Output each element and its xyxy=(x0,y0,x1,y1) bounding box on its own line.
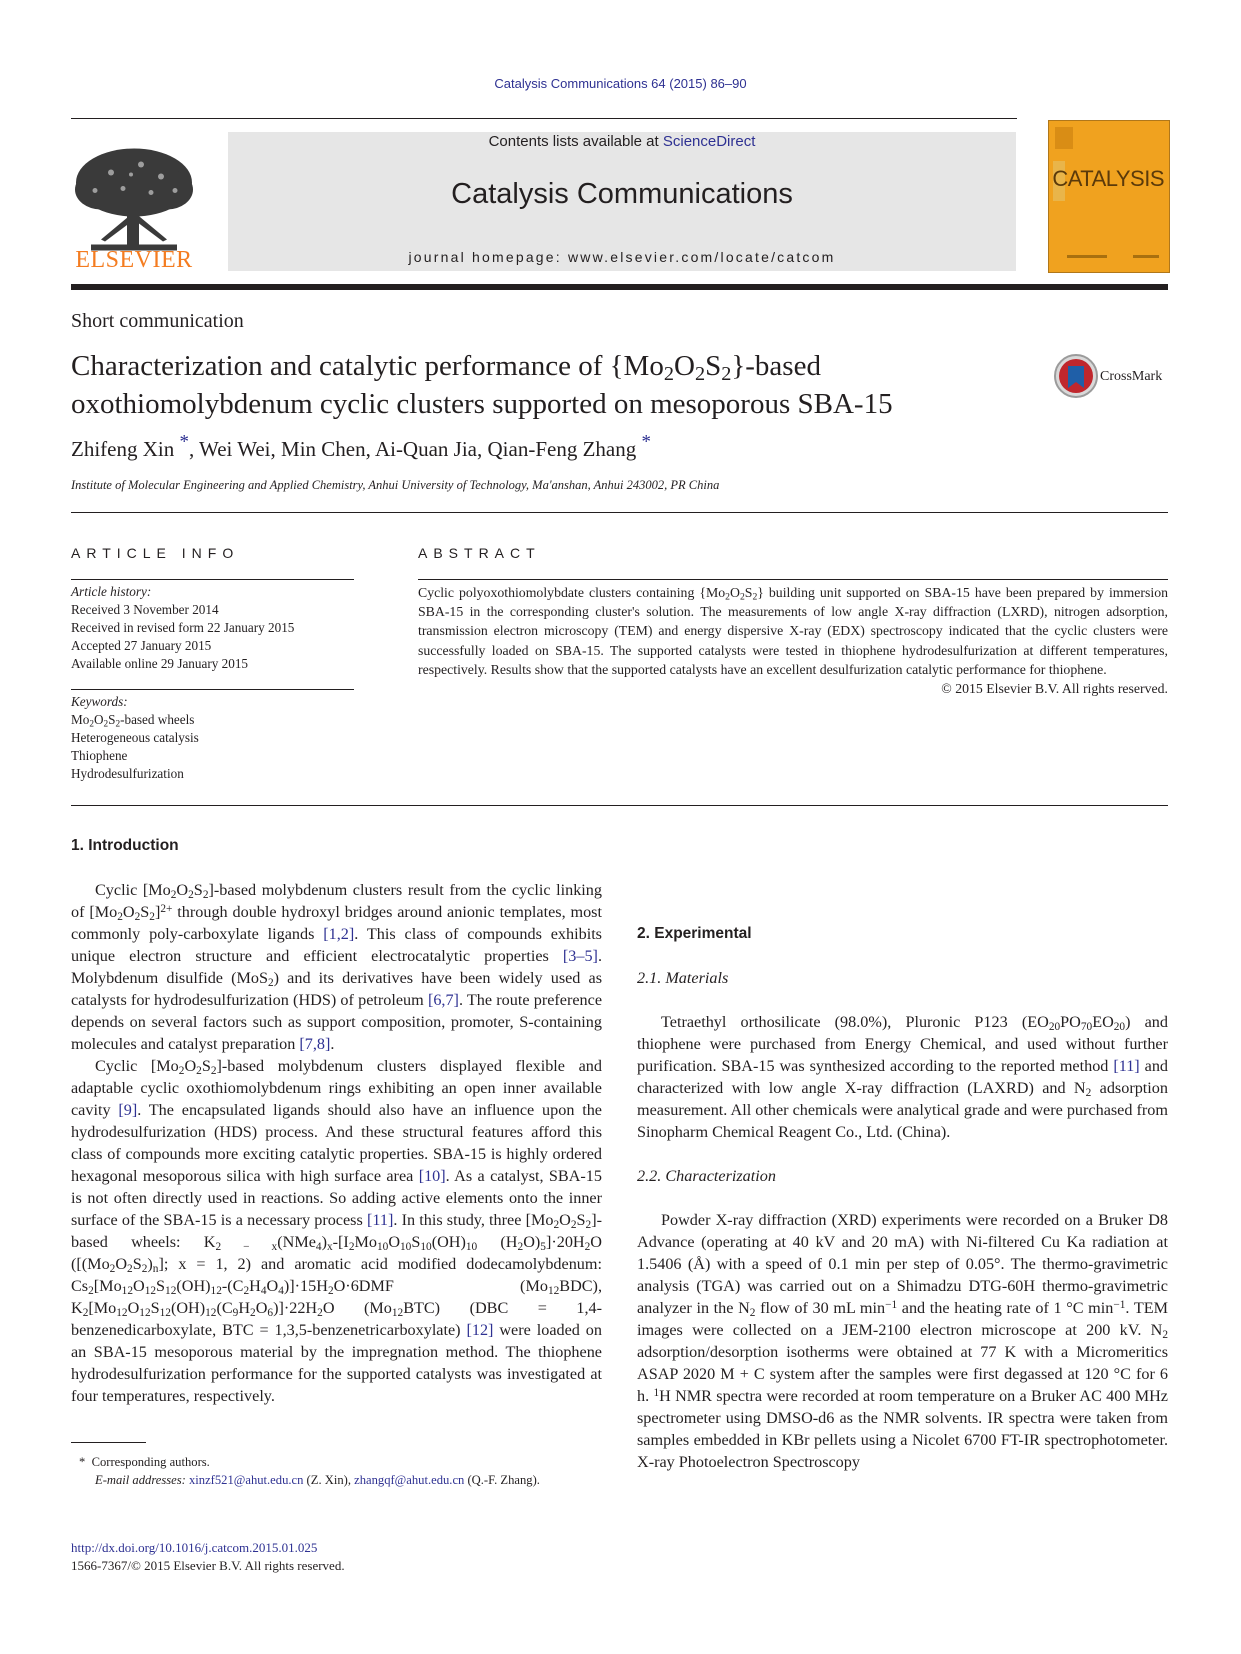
body-column-left xyxy=(71,835,602,1407)
sub-2: 2 xyxy=(694,363,706,386)
keyword-item: Hydrodesulfurization xyxy=(71,766,184,781)
keywords xyxy=(71,693,361,783)
sub: 12 xyxy=(116,1306,128,1319)
homepage-prefix: journal homepage: xyxy=(408,249,568,265)
sub: 10 xyxy=(420,1240,432,1253)
contents-line xyxy=(228,133,1016,150)
article-history xyxy=(71,583,361,673)
crossmark-icon[interactable] xyxy=(1054,354,1098,398)
sub: 2 xyxy=(348,1240,355,1253)
text-run: Powder X-ray diffraction (XRD) experiments were recorded on a Bruker D8 Advance (operating at 40 kV and 20 mA) with Ni-filtered Cu Ka radiation at 1.5406 (Å) with a speed of 0.1 min per step of 0.05°. The thermo-gravimetric analysis (TGA) was carried out on a Shimadzu DTG-60H thermo-gravimetric analyzer in the N xyxy=(637,1211,1168,1317)
history-label: Article history: xyxy=(71,584,152,599)
abstract-text-run: Cyclic polyoxothiomolybdate clusters containing {Mo xyxy=(418,585,726,600)
keyword-item: Heterogeneous catalysis xyxy=(71,730,199,745)
sub: 2 xyxy=(210,1064,217,1077)
text-run: ]-based molybdenum clusters result from the cyclic linking of [Mo xyxy=(71,881,602,921)
characterization-paragraph xyxy=(637,1209,1168,1473)
intro-paragraph-1: Cyclic $[Mo_2O_2S_2]$-based molybdenum clusters result from the cyclic linking of $[Mo_2O_2S_2]^{2+}$ through double hydroxyl bridges around anionic templates, most commonly poly-carboxylate ligands [1,2]. This class of compounds exhibits unique electron structure and efficient electrocatalytic properties [3–5]. Molybdenum disulfide (MoS$_2$) and its derivatives have been widely used as catalysts for hydrodesulfurization (HDS) of petroleum [6,7]. The route preference depends on several factors such as support composition, promoter, S-containing molecules and catalyst preparation [7,8]. xyxy=(71,881,603,1053)
text-run: ]-based wheels: K xyxy=(71,1211,602,1251)
sub: 2 xyxy=(134,910,141,923)
sub: 12 xyxy=(159,1306,171,1319)
text-run: Cyclic [Mo xyxy=(95,1057,179,1075)
spacer xyxy=(637,1143,1168,1165)
sub-2: 2 xyxy=(752,591,758,603)
sub: 2 xyxy=(141,1262,148,1275)
sub: 12 xyxy=(121,1284,133,1297)
sub: 2 xyxy=(1162,1328,1168,1341)
sub: 20 xyxy=(1113,1020,1126,1033)
crossmark-label[interactable]: CrossMark xyxy=(1100,369,1163,384)
citation-link[interactable]: [9] xyxy=(118,1101,138,1119)
sup: 2+ xyxy=(160,902,173,915)
sub: 2 xyxy=(570,1218,577,1231)
abstract-text: Cyclic polyoxothiomolybdate clusters containing $\{Mo_2O_2S_2\}$ building unit supported on SBA-15 have been prepared by immersion SBA-15 in the corresponding cluster's solution. The measurements of low angle X-ray diffraction (LXRD), nitrogen adsorption, transmission electron microscopy (TEM) and energy dispersive X-ray (EDX) spectroscopy indicated that the cyclic clusters were successfully loaded on SBA-15. The supported catalysts were tested in thiophene hydrodesulfurization at different temperatures, respectively. Results show that the supported catalysts have an excellent desulfurization catalytic performance for thiophene. xyxy=(418,585,1168,677)
email-owner: (Q.-F. Zhang). xyxy=(464,1473,540,1487)
sub-2: 2 xyxy=(725,591,730,603)
corresponding-star-link[interactable]: * xyxy=(179,431,189,453)
author-names: , Wei Wei, Min Chen, Ai-Quan Jia, xyxy=(188,437,488,461)
history-item: Accepted 27 January 2015 xyxy=(71,638,212,653)
sup: −1 xyxy=(885,1298,898,1311)
elsevier-wordmark: ELSEVIER xyxy=(75,247,193,273)
corresponding-star-link[interactable]: * xyxy=(641,431,651,453)
text-run: . This class of compounds exhibits unique electron structure and efficient electrocatalytic properties xyxy=(71,925,602,965)
keyword-text: -based wheels xyxy=(120,712,195,727)
sub-2: 2 xyxy=(103,718,109,729)
section-heading-introduction: 1. Introduction xyxy=(71,837,179,854)
journal-cover-image[interactable] xyxy=(1048,120,1170,273)
text-run: BDC), K xyxy=(71,1277,602,1317)
sub: 2 xyxy=(127,1262,133,1275)
sub-2: 2 xyxy=(89,718,94,729)
abstract-text-run: } building unit supported on SBA-15 have been prepared by immersion SBA-15 in the corresponding cluster's solution. The measurements of low angle X-ray diffraction (LXRD), nitrogen adsorption, transmission electron microscopy (TEM) and energy dispersive X-ray (EDX) spectroscopy indicated that the cyclic clusters were successfully loaded on SBA-15. The supported catalysts were tested in thiophene hydrodesulfurization at different temperatures, respectively. Results show that the supported catalysts have an excellent desulfurization catalytic performance for thiophene. xyxy=(418,585,1168,677)
text-run: Tetraethyl orthosilicate (98.0%), Pluronic P123 (EO xyxy=(661,1013,1049,1031)
citation-link[interactable]: [12] xyxy=(466,1321,494,1339)
top-rule xyxy=(71,118,1017,119)
text-run: . The encapsulated ligands should also have an influence upon the hydrodesulfurization (HDS) process. And these structural features afford this class of compounds more exciting catalytic properties. SBA-15 is highly ordered hexagonal mesoporous silica with high surface area xyxy=(71,1101,602,1185)
history-item: Received in revised form 22 January 2015 xyxy=(71,620,295,635)
author-name: Qian-Feng Zhang xyxy=(487,437,637,461)
homepage-url[interactable]: www.elsevier.com/locate/catcom xyxy=(567,249,836,265)
issn-line: 1566-7367/© 2015 Elsevier B.V. All rights reserved. xyxy=(71,1558,345,1573)
email-link-zhang[interactable]: zhangqf@ahut.edu.cn xyxy=(354,1473,465,1487)
sub: 6 xyxy=(267,1306,274,1319)
text-run: ]·20H xyxy=(545,1233,585,1251)
text-run: ]-based molybdenum clusters displayed flexible and adaptable cyclic oxothiomolybdenum rings exhibiting an open inner available cavity xyxy=(71,1057,602,1119)
sub: 4 xyxy=(315,1240,322,1253)
citation-link[interactable]: [6,7] xyxy=(427,991,459,1009)
materials-paragraph: Tetraethyl orthosilicate (98.0%), Pluronic P123 $(EO_{20}PO_{70}EO_{20})$ and thiophene were purchased from Energy Chemical, and used without further purification. SBA-15 was synthesized according to the reported method [11] and characterized with low angle X-ray diffraction (LAXRD) and $N_2$ adsorption measurement. All other chemicals were analytical grade and were purchased from Sinopharm Chemical Reagent Co., Ltd. (China). xyxy=(637,1013,1169,1141)
sub: 2 xyxy=(109,1262,116,1275)
text-run: . As a catalyst, SBA-15 is not often directly used in reactions. So adding active elements onto the inner surface of the SBA-15 is a necessary process xyxy=(71,1167,602,1229)
text-run: ; x = 1, 2) and aromatic acid modified dodecamolybdenum: Cs xyxy=(71,1255,602,1295)
sub: 70 xyxy=(1080,1020,1093,1033)
abstract-body xyxy=(418,583,1168,698)
intro-paragraph-2: Cyclic $[Mo_2O_2S_2]$-based molybdenum clusters displayed flexible and adaptable cyclic oxothiomolybdenum rings exhibiting an open inner available cavity [9]. The encapsulated ligands should also have an influence upon the hydrodesulfurization (HDS) process. And these structural features afford this class of compounds more exciting catalytic properties. SBA-15 is highly ordered hexagonal mesoporous silica with high surface area [10]. As a catalyst, SBA-15 is not often directly used in reactions. So adding active elements onto the inner surface of the SBA-15 is a necessary process [11]. In this study, three $[Mo_2O_2S_2]$-based wheels: $K_{2 - x}(NMe_4)_x-[I_2Mo_{10}O_{10}S_{10}(OH)_{10}$ $(H_2O)_5]\cdot 20H_2O$ ($[(Mo_2O_2S_2)_n]$; x = 1, 2) and aromatic acid modified dodecamolybdenum: $Cs_2[Mo_{12}O_{12}S_{12}(OH)_{12}-(C_2H_4O_4)]\cdot 15H_2O\cdot 6DMF$ $(Mo_{12}BDC)$, $K_2[Mo_{12}O_{12}S_{12}(OH)_{12}(C_9H_2O_6)]\cdot 22H_2O$ $(Mo_{12}BTC) (DBC$ = 1,4-benzenedicarboxylate, BTC = 1,3,5-benzenetricarboxylate) [12] were loaded on an SBA-15 mesoporous material by the impregnation method. The thiophene hydrodesulfurization performance for the supported catalysts was investigated at four temperatures, respectively. xyxy=(71,1057,602,1405)
text-run: . TEM images were collected on a JEM-2100 electron microscope at 200 kV. N xyxy=(637,1299,1168,1339)
sub: 2 xyxy=(188,888,194,901)
sub: 2 xyxy=(553,1218,560,1231)
citation-link[interactable]: [10] xyxy=(418,1167,446,1185)
text-run: -(C xyxy=(221,1277,244,1295)
footnote-rule xyxy=(71,1442,146,1443)
sub-2: 2 xyxy=(739,591,745,603)
keywords-label: Keywords: xyxy=(71,694,128,709)
sub: 20 xyxy=(1048,1020,1061,1033)
sub: 5 xyxy=(540,1240,546,1253)
spacer xyxy=(637,1187,1168,1209)
text-run: . Molybdenum disulfide (MoS xyxy=(71,947,602,987)
sub: 2 xyxy=(196,1064,202,1077)
history-item: Received 3 November 2014 xyxy=(71,602,219,617)
sub: 2 xyxy=(178,1064,185,1077)
journal-homepage xyxy=(228,249,1016,265)
spacer xyxy=(637,835,1168,923)
text-run: and characterized with low angle X-ray diffraction (LAXRD) and N xyxy=(637,1057,1169,1097)
text-run: were loaded on an SBA-15 mesoporous material by the impregnation method. The thiophene hydrodesulfurization performance for the supported catalysts was investigated at four temperatures, respectively. xyxy=(71,1321,602,1405)
text-run: (H xyxy=(500,1233,518,1251)
subsection-heading-materials: 2.1. Materials xyxy=(637,969,729,987)
author-name: Zhifeng Xin xyxy=(71,437,175,461)
text-run: Cyclic [Mo xyxy=(95,881,171,899)
sub: 10 xyxy=(400,1240,412,1253)
divider xyxy=(71,579,354,580)
text-run: adsorption measurement. All other chemicals were analytical grade and were purchased from Sinopharm Chemical Reagent Co., Ltd. (China). xyxy=(637,1079,1168,1141)
section-heading-experimental: 2. Experimental xyxy=(637,925,752,942)
title-text: Characterization and catalytic performance of {Mo xyxy=(71,350,664,382)
sub-2: 2 xyxy=(115,718,121,729)
divider xyxy=(71,689,354,690)
sub: 12 xyxy=(547,1284,560,1297)
citation-link[interactable]: [7,8] xyxy=(299,1035,331,1053)
sub: 2 xyxy=(585,1218,592,1231)
history-item: Available online 29 January 2015 xyxy=(71,656,249,671)
text-run: (OH) xyxy=(431,1233,466,1251)
doi-link[interactable]: http://dx.doi.org/10.1016/j.catcom.2015.01.025 xyxy=(71,1540,318,1555)
keyword-item: Thiophene xyxy=(71,748,128,763)
abstract-copyright: © 2015 Elsevier B.V. All rights reserved. xyxy=(941,681,1168,697)
sub: 2 xyxy=(82,1306,89,1319)
doi-block xyxy=(71,1539,345,1575)
sup: −1 xyxy=(1113,1298,1126,1311)
spacer xyxy=(637,945,1168,967)
keyword-item: $Mo_2O_2S_2$-based wheels xyxy=(71,712,195,729)
journal-title: Catalysis Communications xyxy=(451,178,793,210)
text-run: (OH) xyxy=(176,1277,211,1295)
text-run: )]·15H xyxy=(283,1277,328,1295)
sub: 2 xyxy=(117,910,123,923)
sub: n xyxy=(152,1262,159,1275)
sub: 2 xyxy=(327,1284,334,1297)
divider xyxy=(71,512,1168,513)
affiliation: Institute of Molecular Engineering and Applied Chemistry, Anhui University of Technology, Ma'anshan, Anhui 243002, PR China xyxy=(71,478,720,492)
text-run: H NMR spectra were recorded at room temperature on a Bruker AC 400 MHz spectrometer using DMSO-d6 as the NMR solvents. IR spectra were taken from samples embedded in KBr pellets using a Nicolet 6700 FT-IR spectrophotometer. X-ray Photoelectron Spectroscopy xyxy=(637,1387,1168,1471)
sub: 2 xyxy=(250,1306,256,1319)
sub: x xyxy=(326,1240,333,1253)
divider xyxy=(418,579,1168,580)
sub: 4 xyxy=(278,1284,284,1297)
contents-prefix: Contents lists available at xyxy=(488,133,663,150)
text-run: (NMe xyxy=(277,1233,316,1251)
sub: 2 xyxy=(1085,1086,1092,1099)
title-text: }-based oxothiomolybdenum cyclic clusters supported on mesoporous SBA-15 xyxy=(71,350,893,420)
article-title: Characterization and catalytic performance of $\{Mo_2O_2S_2\}$-based oxothiomolybdenum cyclic clusters supported on mesoporous SBA-15 xyxy=(71,350,893,420)
sub: 2 xyxy=(170,888,177,901)
cover-title: CATALYSIS xyxy=(1052,166,1164,191)
sup: 1 xyxy=(653,1386,660,1399)
header-thick-rule xyxy=(71,284,1168,290)
sub: 2 xyxy=(268,976,274,989)
sub: 9 xyxy=(232,1306,239,1319)
footnote-corresponding: * Corresponding authors. xyxy=(79,1455,210,1469)
sub: 2 xyxy=(584,1240,591,1253)
citation-link[interactable]: [3–5] xyxy=(562,947,598,965)
sub: 12 xyxy=(205,1306,217,1319)
journal-reference[interactable]: Catalysis Communications 64 (2015) 86–90 xyxy=(494,76,747,91)
sub: 12 xyxy=(165,1284,177,1297)
sub: 10 xyxy=(376,1240,389,1253)
divider xyxy=(71,805,1168,806)
sub: 2 xyxy=(749,1306,756,1319)
text-run: and the heating rate of 1 °C min xyxy=(897,1299,1114,1317)
text-run: O·6DMF (Mo xyxy=(333,1277,548,1295)
body-column-right xyxy=(637,835,1168,1473)
sub: 12 xyxy=(210,1284,222,1297)
text-run: )]·22H xyxy=(273,1299,318,1317)
article-type: Short communication xyxy=(71,310,244,332)
footnote-emails xyxy=(71,1471,602,1489)
sub-2: 2 xyxy=(663,363,674,386)
sub: 2 xyxy=(317,1306,323,1319)
sub: 2 − x xyxy=(215,1240,278,1253)
text-run: [Mo xyxy=(93,1277,122,1295)
text-run: adsorption/desorption isotherms were obtained at 77 K with a Micromeritics ASAP 2020 M + C system after the samples were first degassed at 120 °C for 6 h. xyxy=(637,1343,1168,1405)
text-run: O ([(Mo xyxy=(71,1233,602,1273)
citation-link[interactable]: [11] xyxy=(1113,1057,1140,1075)
footnote xyxy=(71,1453,602,1489)
sub: 2 xyxy=(243,1284,250,1297)
text-run: ) and thiophene were purchased from Energy Chemical, and used without further purification. SBA-15 was synthesized according to the reported method xyxy=(637,1013,1168,1075)
sub: 12 xyxy=(391,1306,404,1319)
subsection-heading-characterization: 2.2. Characterization xyxy=(637,1167,776,1185)
citation-link[interactable]: [11] xyxy=(366,1211,394,1229)
text-run: BTC) (DBC = 1,4-benzenedicarboxylate, BTC = 1,3,5-benzenetricarboxylate) xyxy=(71,1299,602,1339)
spacer xyxy=(637,989,1168,1011)
email-owner: (Z. Xin), xyxy=(303,1473,355,1487)
article-info-heading: ARTICLE INFO xyxy=(71,545,240,561)
text-run: . In this study, three [Mo xyxy=(393,1211,554,1229)
citation-link[interactable]: [1,2] xyxy=(323,925,355,943)
email-link-xin[interactable]: xinzf521@ahut.edu.cn xyxy=(188,1473,304,1487)
text-run: ) and its derivatives have been widely used as catalysts for hydrodesulfurization (HDS) of petroleum xyxy=(71,969,602,1009)
text-run: through double hydroxyl bridges around anionic templates, most commonly poly-carboxylate ligands xyxy=(71,903,602,943)
footnote-text: Corresponding authors. xyxy=(91,1455,210,1469)
sub: 12 xyxy=(139,1306,151,1319)
text-run: O) xyxy=(523,1233,541,1251)
text-run: -[I xyxy=(332,1233,349,1251)
author-list xyxy=(71,431,651,462)
sub: 10 xyxy=(465,1240,478,1253)
spacer xyxy=(71,857,602,879)
text-run: . The route preference depends on several factors such as support composition, promoter, S-containing molecules and catalyst preparation xyxy=(71,991,603,1053)
sub: 2 xyxy=(88,1284,94,1297)
sub: 2 xyxy=(149,910,155,923)
sub: 12 xyxy=(144,1284,157,1297)
sub: 4 xyxy=(260,1284,267,1297)
sub-2: 2 xyxy=(721,363,732,386)
text-run: flow of 30 mL min xyxy=(755,1299,886,1317)
email-label: E-mail addresses: xyxy=(95,1473,189,1487)
sub: 2 xyxy=(517,1240,524,1253)
text-run: O (Mo xyxy=(322,1299,392,1317)
sub: 2 xyxy=(202,888,209,901)
sciencedirect-link[interactable]: ScienceDirect xyxy=(662,133,756,150)
abstract-heading: ABSTRACT xyxy=(418,545,541,561)
